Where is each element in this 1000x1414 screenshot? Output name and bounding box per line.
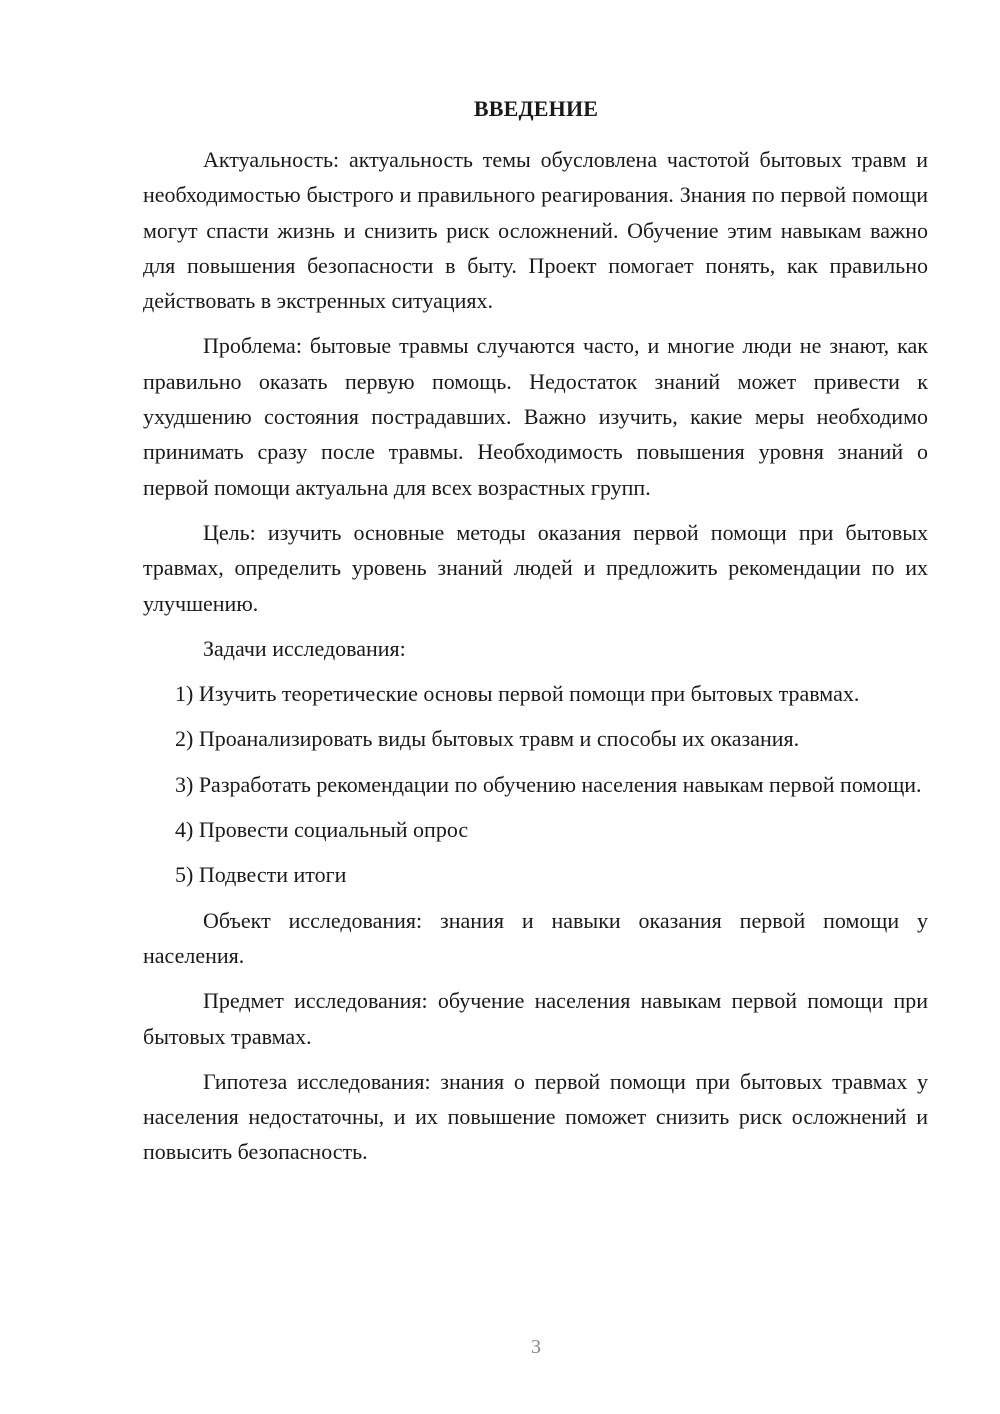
page-number: 3 — [531, 1336, 541, 1358]
paragraph-relevance: Актуальность: актуальность темы обусловлена частотой бытовых травм и необходимостью быстрого и правильного реагирования. Знания по первой помощи могут спасти жизнь и снизить риск осложнений. Обучение этим навыкам важно для повышения безопасности в быту. Проект помогает понять, как правильно действовать в экстренных ситуациях. — [143, 147, 928, 314]
paragraph-problem: Проблема: бытовые травмы случаются часто, и многие люди не знают, как правильно оказать первую помощь. Недостаток знаний может привести к ухудшению состояния пострадавших. Важно изучить, какие меры необходимо принимать сразу после травмы. Необходимость повышения уровня знаний о первой помощи актуальна для всех возрастных групп. — [143, 333, 928, 500]
paragraph-subject: Предмет исследования: обучение населения навыкам первой помощи при бытовых травмах. — [143, 988, 928, 1049]
task-item: 4) Провести социальный опрос — [175, 817, 469, 843]
document-body — [143, 142, 928, 1170]
page-title: ВВЕДЕНИЕ — [473, 96, 599, 121]
paragraph-object: Объект исследования: знания и навыки оказания первой помощи у населения. — [143, 907, 928, 968]
paragraph-hypothesis: Гипотеза исследования: знания о первой помощи при бытовых травмах у населения недостаточны, и их повышение поможет снизить риск осложнений и повысить безопасность. — [143, 1068, 928, 1165]
tasks-heading: Задачи исследования: — [203, 635, 406, 661]
paragraph-goal: Цель: изучить основные методы оказания первой помощи при бытовых травмах, определить уровень знаний людей и предложить рекомендации по их улучшению. — [143, 519, 928, 616]
task-item: 3) Разработать рекомендации по обучению населения навыкам первой помощи. — [175, 771, 922, 797]
task-item: 5) Подвести итоги — [175, 862, 347, 888]
task-item: 1) Изучить теоретические основы первой помощи при бытовых травмах. — [175, 681, 860, 707]
task-item: 2) Проанализировать виды бытовых травм и способы их оказания. — [175, 726, 800, 752]
